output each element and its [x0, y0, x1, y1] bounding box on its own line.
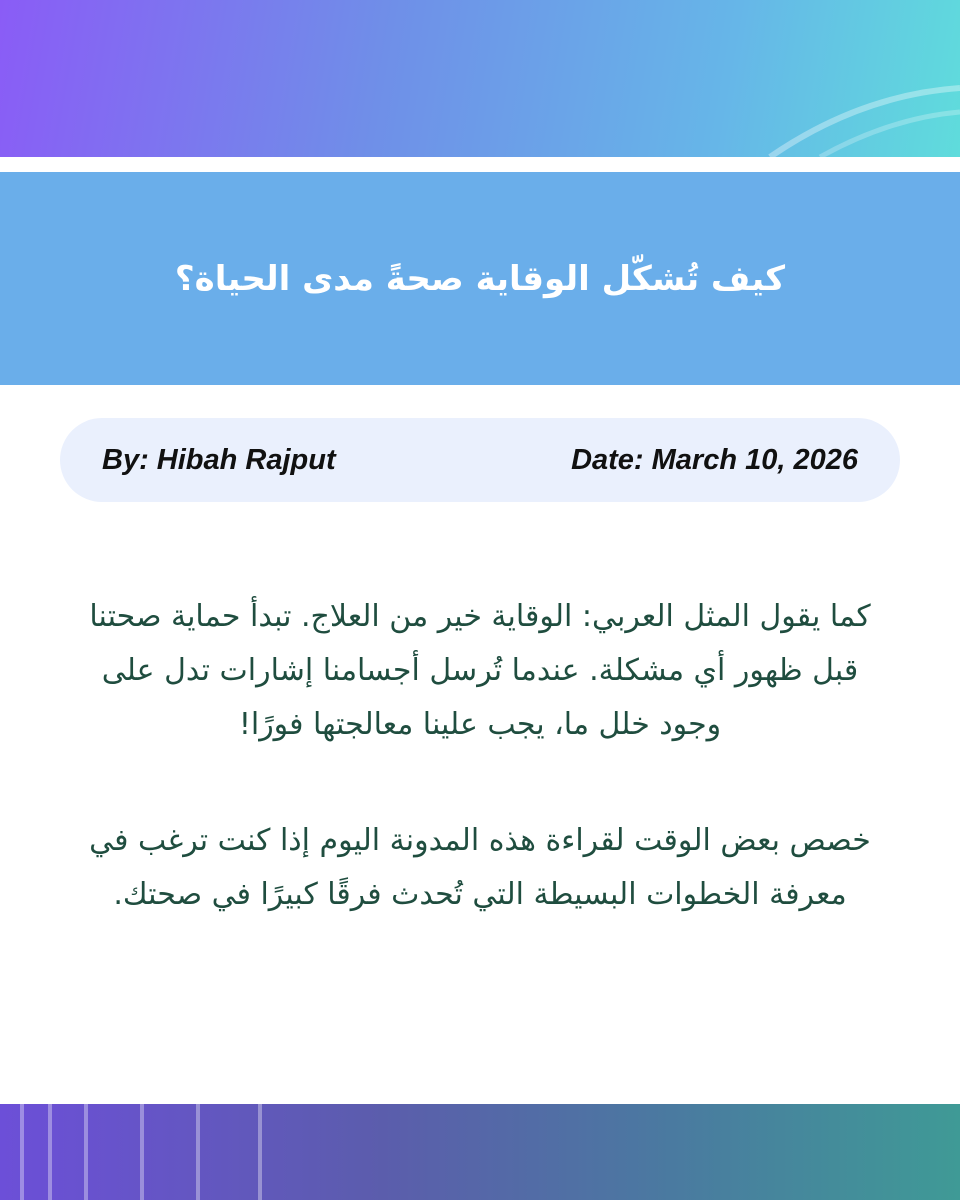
decorative-stripe	[20, 1104, 24, 1200]
date-label: Date: March 10, 2026	[571, 443, 858, 476]
author-label: By: Hibah Rajput	[102, 443, 336, 476]
decorative-arc-icon	[0, 0, 960, 157]
top-gradient-banner	[0, 0, 960, 157]
decorative-stripe	[48, 1104, 52, 1200]
decorative-stripe	[140, 1104, 144, 1200]
article-body	[80, 590, 880, 922]
decorative-stripe	[84, 1104, 88, 1200]
meta-info-bar	[60, 418, 900, 502]
paragraph-intro: كما يقول المثل العربي: الوقاية خير من العلاج. تبدأ حماية صحتنا قبل ظهور أي مشكلة. عندما تُرسل أجسامنا إشارات تدل على وجود خلل ما، يجب علينا معالجتها فورًا!	[89, 599, 871, 742]
page-title: كيف تُشكّل الوقاية صحةً مدى الحياة؟	[174, 258, 786, 299]
title-banner	[0, 172, 960, 385]
decorative-stripe	[196, 1104, 200, 1200]
paragraph-cta: خصص بعض الوقت لقراءة هذه المدونة اليوم إذا كنت ترغب في معرفة الخطوات البسيطة التي تُحدث فرقًا كبيرًا في صحتك.	[89, 823, 871, 912]
decorative-stripe	[258, 1104, 262, 1200]
bottom-gradient-banner	[0, 1104, 960, 1200]
